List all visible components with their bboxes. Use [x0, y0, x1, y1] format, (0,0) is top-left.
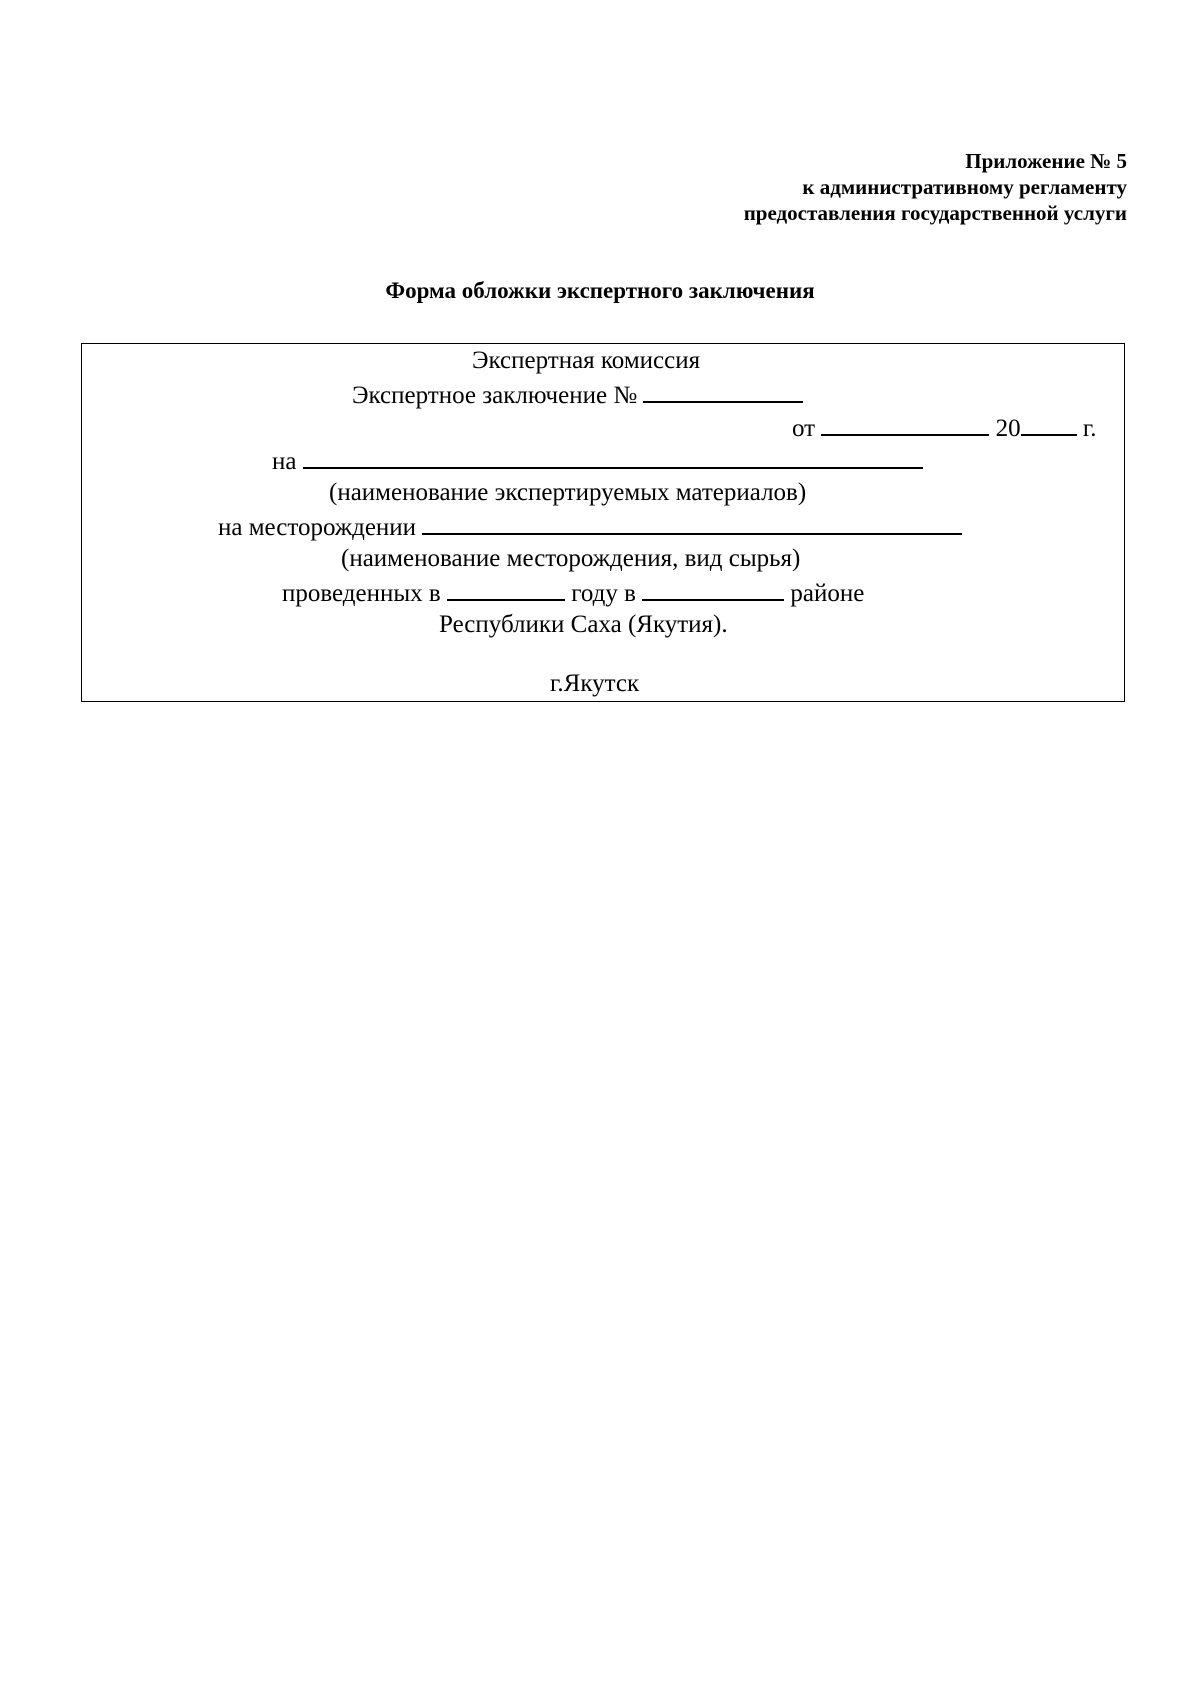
appendix-service: предоставления государственной услуги [743, 201, 1127, 225]
on-label: на [272, 448, 297, 475]
date-line [792, 412, 1097, 444]
page-title: Форма обложки экспертного заключения [385, 278, 815, 303]
commission-line: Экспертная комиссия [472, 347, 701, 374]
deposit-hint: (наименование месторождения, вид сырья) [341, 545, 801, 572]
appendix-header [744, 148, 1127, 226]
republic-line: Республики Саха (Якутия). [439, 611, 728, 638]
appendix-regulation: к административному регламенту [802, 175, 1127, 199]
appendix-number: Приложение № 5 [965, 149, 1127, 173]
conducted-line [282, 577, 864, 609]
conducted-label: проведенных в [282, 580, 441, 607]
materials-line [272, 445, 923, 477]
conducted-year-blank[interactable] [447, 577, 565, 601]
cover-form-box [81, 343, 1125, 702]
deposit-blank[interactable] [422, 511, 962, 535]
date-prefix: от [792, 415, 816, 442]
year-suffix: г. [1082, 415, 1097, 442]
conclusion-label: Экспертное заключение № [352, 382, 638, 409]
conclusion-number-blank[interactable] [643, 379, 803, 403]
year-word: году в [571, 580, 636, 607]
materials-blank[interactable] [303, 445, 923, 469]
deposit-label: на месторождении [218, 514, 417, 541]
year-prefix: 20 [995, 415, 1021, 442]
conclusion-number-line [352, 379, 803, 411]
year-blank[interactable] [1021, 412, 1077, 436]
materials-hint: (наименование экспертируемых материалов) [329, 479, 807, 506]
date-blank[interactable] [821, 412, 989, 436]
district-blank[interactable] [642, 577, 784, 601]
deposit-line [218, 511, 962, 543]
district-word: районе [790, 580, 865, 607]
city-line: г.Якутск [550, 670, 640, 697]
